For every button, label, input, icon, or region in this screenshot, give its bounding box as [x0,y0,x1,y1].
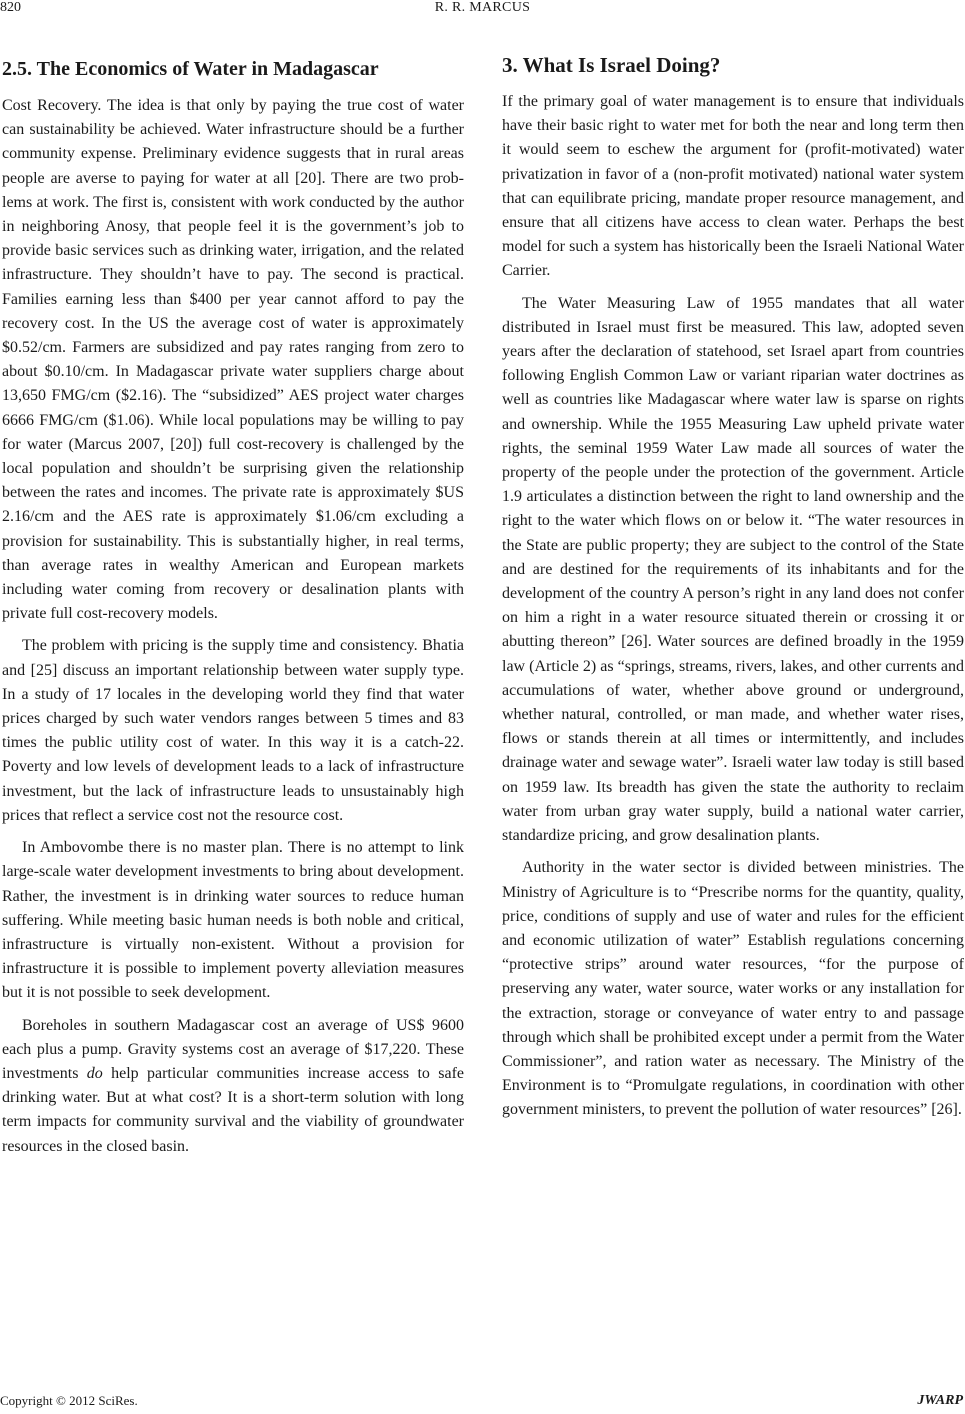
running-head: R. R. MARCUS [434,0,531,15]
section-heading-israel: 3. What Is Israel Doing? [502,53,721,77]
section-heading-economics: 2.5. The Economics of Water in Madagascar [2,58,379,80]
footer-journal: JWARP [917,1393,963,1408]
paragraph-primary-goal: If the primary goal of water management is to ensure that individuals have their basic right to water met for both the near and long term then it would seem to eschew the argument for (profit-motivated) water privatization in favor of a (non-profit motivated) national water system that can equilibrate pricing, mandate proper resource management, and ensure that all citizens have access to clean water. Perhaps the best model for such a system has historically been the Israeli National Water Carrier. [502,93,964,280]
boreholes-text-start: Boreholes in southern Madagascar cost an average of US$ 9600 each plus a pump. Gravity systems cost an average of $17,220. These investments [2,1016,464,1082]
boreholes-text-end: help particular communities increase access to safe drinking water. But at what cost? It is a short-term solution with long term impacts for community survival and the viability of groundwater resources in the closed basin. [2,1064,465,1155]
paragraph-authority: Authority in the water sector is divided between ministries. The Ministry of Agriculture is to “Prescribe norms for the quantity, quality, price, conditions of supply and use of water and rules for the efficient and economic utilization of water” Establish regulations concerning “protective strips” around water resources, “for the purpose of preserving any water, water source, water works or any installation for the extraction, storage or conveyance of water entry to and passage through which shall be prohibited except under a permit from the Water Commissioner”, and ration water as necessary. The Ministry of the Environment is to “Promulgate regulations, in coordination with other government ministers, to prevent the pollution of water resources” [26]. [502,859,964,1119]
paragraph-cost-recovery: Cost Recovery. The idea is that only by paying the true cost of water can sustainability be achieved. Water infrastructure should be a further community expense. Preliminary evidence suggests that in rural areas people are averse to paying for water at all [20]. There are two problems at work. The first is, consistent with work conducted by the author in neighboring Anosy, that people feel it is the government’s job to provide basic services such as drinking water, irrigation, and the related infrastructure. They shouldn’t have to pay. The second is practical. Families earning less than $400 per year cannot afford to pay the recovery cost. In the US the average cost of water is approximately $0.52/cm. Farmers are subsidized and pay rates ranging from zero to about $0.10/cm. In Madagascar private water suppliers charge about 13,650 FMG/cm ($2.16). The “subsidized” AES project water charges 6666 FMG/cm ($1.06). While local populations may be willing to pay for water (Marcus 2007, [20]) full cost-recovery is challenged by the local population and shouldn’t be surprising given the relationship between the rates and incomes. The private rate is approximately $US 2.16/cm and the AES rate is approximately $1.06/cm excluding a provision for sustainability. This is substantially higher, in real terms, than average rates in wealthy American and European markets including water coming from recovery or desalination plants with private full cost-recovery models. [2,97,464,623]
paragraph-pricing-problem: The problem with pricing is the supply time and consistency. Bhatia and [25] discuss an important relationship between water supply type. In a study of 17 locales in the developing world they find that water prices charged by such water vendors ranges between 5 times and 83 times the public utility cost of water. In this way it is a catch-22. Poverty and low levels of development leads to a lack of infrastructure investment, but the lack of infrastructure leads to unsustainably high prices that reflect a service cost not the resource cost. [2,637,464,824]
paragraph-boreholes [2,1014,464,1159]
boreholes-emphasis: do [86,1064,103,1082]
paragraph-ambovombe: In Ambovombe there is no master plan. There is no attempt to link large-scale water development investments to bring about development. Rather, the investment is in drinking water sources to reduce human suffering. While meeting basic human needs is both noble and critical, infrastructure is virtually non-existent. Without a provision for infrastructure it is possible to implement poverty alleviation measures but it is not possible to seek development. [2,839,464,1002]
right-column [502,50,964,1131]
page-number: 820 [0,0,21,15]
footer-copyright: Copyright © 2012 SciRes. [0,1393,138,1408]
paragraph-measuring-law: The Water Measuring Law of 1955 mandates that all water distributed in Israel must first be measured. This law, adopted seven years after the declaration of statehood, set Israel apart from countries following English Common Law or variant riparian water doctrines as well as countries like Madagascar where water law is sparse on rights and ownership. While the 1955 Measuring Law upheld private water rights, the seminal 1959 Water Law made all sources of water the property of the people under the protection of the government. Article 1.9 articulates a distinction between the right to land ownership and the right to the water which flows on or below it. “The water resources in the State are public property; they are subject to the control of the State and are destined for the requirements of its inhabitants and for the development of the country A person’s right in any land does not confer on him a right in a water resource situated therein or crossing it or abutting thereon” [26]. Water sources are defined broadly in the 1959 law (Article 2) as “springs, streams, rivers, lakes, and other currents and accumulations of water, whether above ground or underground, whether natural, controlled, or man made, and whether water rises, flows or stands therein at all times or intermittently, and includes drainage water and sewage water”. Israeli water law today is still based on 1959 law. Its breadth has given the state the authority to reclaim water from urban gray water supply, build a national water carrier, standardize pricing, and grow desalination plants. [502,294,964,845]
left-column [2,50,464,1167]
